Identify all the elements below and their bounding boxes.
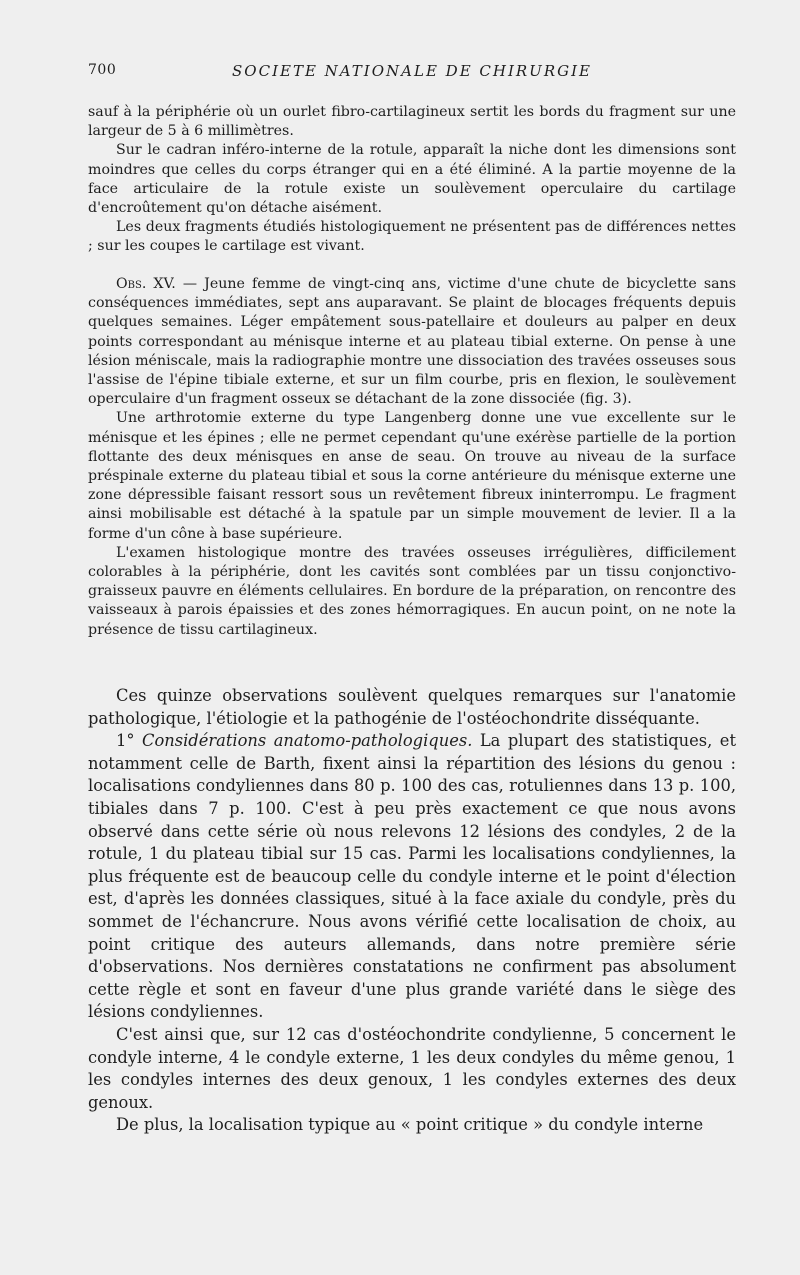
section-number: 1° — [116, 731, 142, 751]
paragraph: Ces quinze observations soulèvent quelques remarques sur l'anatomie pathologique, l'étiologie et la pathogénie de l'ostéochondrite disséquante. — [88, 686, 736, 728]
paragraph: C'est ainsi que, sur 12 cas d'ostéochondrite condylienne, 5 concernent le condyle interne, 4 le condyle externe, 1 les deux condyles du même genou, 1 les condyles internes des deux genoux, 1 les condyles externes des deux genoux. — [88, 1024, 736, 1112]
paragraph: L'examen histologique montre des travées osseuses irrégulières, difficilement colorables à la périphérie, dont les cavités sont comblées par un tissu conjonctivo-graisseux pauvre en éléments cellulaires. En bordure de la préparation, on rencontre des vaisseaux à parois épaissies et des zones hémorragiques. En aucun point, on ne note la présence de tissu cartilagineux. — [88, 544, 736, 638]
page-header — [88, 62, 736, 84]
paragraph: sauf à la périphérie où un ourlet fibro-cartilagineux sertit les bords du fragment sur une largeur de 5 à 6 millimètres. — [88, 104, 736, 140]
observation-label: Obs. XV. — [116, 276, 176, 292]
running-title: SOCIETE NATIONALE DE CHIRURGIE — [232, 62, 592, 80]
section-text: La plupart des statistiques, et notamment celle de Barth, fixent ainsi la répartition des lésions du genou : localisations condyliennes dans 80 p. 100 des cas, rotuliennes dans 13 p. 100, tibiales dans 7 p. 100. C'est à peu près exactement ce que nous avons observé dans cette série où nous relevons 12 lésions des condyles, 2 de la rotule, 1 du plateau tibial sur 15 cas. Parmi les localisations condyliennes, la plus fréquente est de beaucoup celle du condyle interne et le point d'élection est, d'après les données classiques, situé à la face axiale du condyle, près du sommet de l'échancrure. Nous avons vérifié cette localisation de choix, au point critique des auteurs allemands, dans notre première série d'observations. Nos dernières constatations ne confirment pas absolument cette règle et sont en faveur d'une plus grande variété dans le siège des lésions condyliennes. — [88, 731, 736, 1022]
paragraph: Sur le cadran inféro-interne de la rotule, apparaît la niche dont les dimensions sont moindres que celles du corps étranger qui en a été éliminé. A la partie moyenne de la face articulaire de la rotule existe un soulèvement operculaire du cartilage d'encroûtement qu'on détache aisément. — [88, 142, 736, 217]
paragraph: De plus, la localisation typique au « point critique » du condyle interne — [116, 1115, 704, 1135]
section-heading: Considérations anatomo-pathologiques. — [141, 731, 473, 751]
paragraph: Les deux fragments étudiés histologiquement ne présentent pas de différences nettes ; sur les coupes le cartilage est vivant. — [88, 219, 736, 255]
paragraph — [88, 275, 736, 409]
paragraph — [88, 730, 736, 1024]
observation-15 — [88, 275, 736, 640]
observation-text: — Jeune femme de vingt-cinq ans, victime d'une chute de bicyclette sans conséquences immédiates, sept ans auparavant. Se plaint de blocages fréquents depuis quelques semaines. Léger empâtement sous-patellaire et douleurs au palper en deux points correspondant au ménisque interne et au plateau tibial externe. On pense à une lésion méniscale, mais la radiographie montre une dissociation des travées osseuses sous l'assise de l'épine tibiale externe, et sur un film courbe, pris en flexion, le soulèvement operculaire d'un fragment osseux se détachant de la zone dissociée (fig. 3). — [88, 276, 737, 408]
discussion-section — [88, 685, 736, 1137]
case-description-continued — [88, 103, 736, 257]
page-number: 700 — [88, 62, 117, 78]
paragraph: Une arthrotomie externe du type Langenberg donne une vue excellente sur le ménisque et les épines ; elle ne permet cependant qu'une exérèse partielle de la portion flottante des deux ménisques en anse de seau. On trouve au niveau de la surface préspinale externe du plateau tibial et sous la corne antérieure du ménisque externe une zone dépressible faisant ressort sous un revêtement fibreux ininterrompu. Le fragment ainsi mobilisable est détaché à la spatule par un simple mouvement de levier. Il a la forme d'un cône à base supérieure. — [88, 410, 736, 542]
